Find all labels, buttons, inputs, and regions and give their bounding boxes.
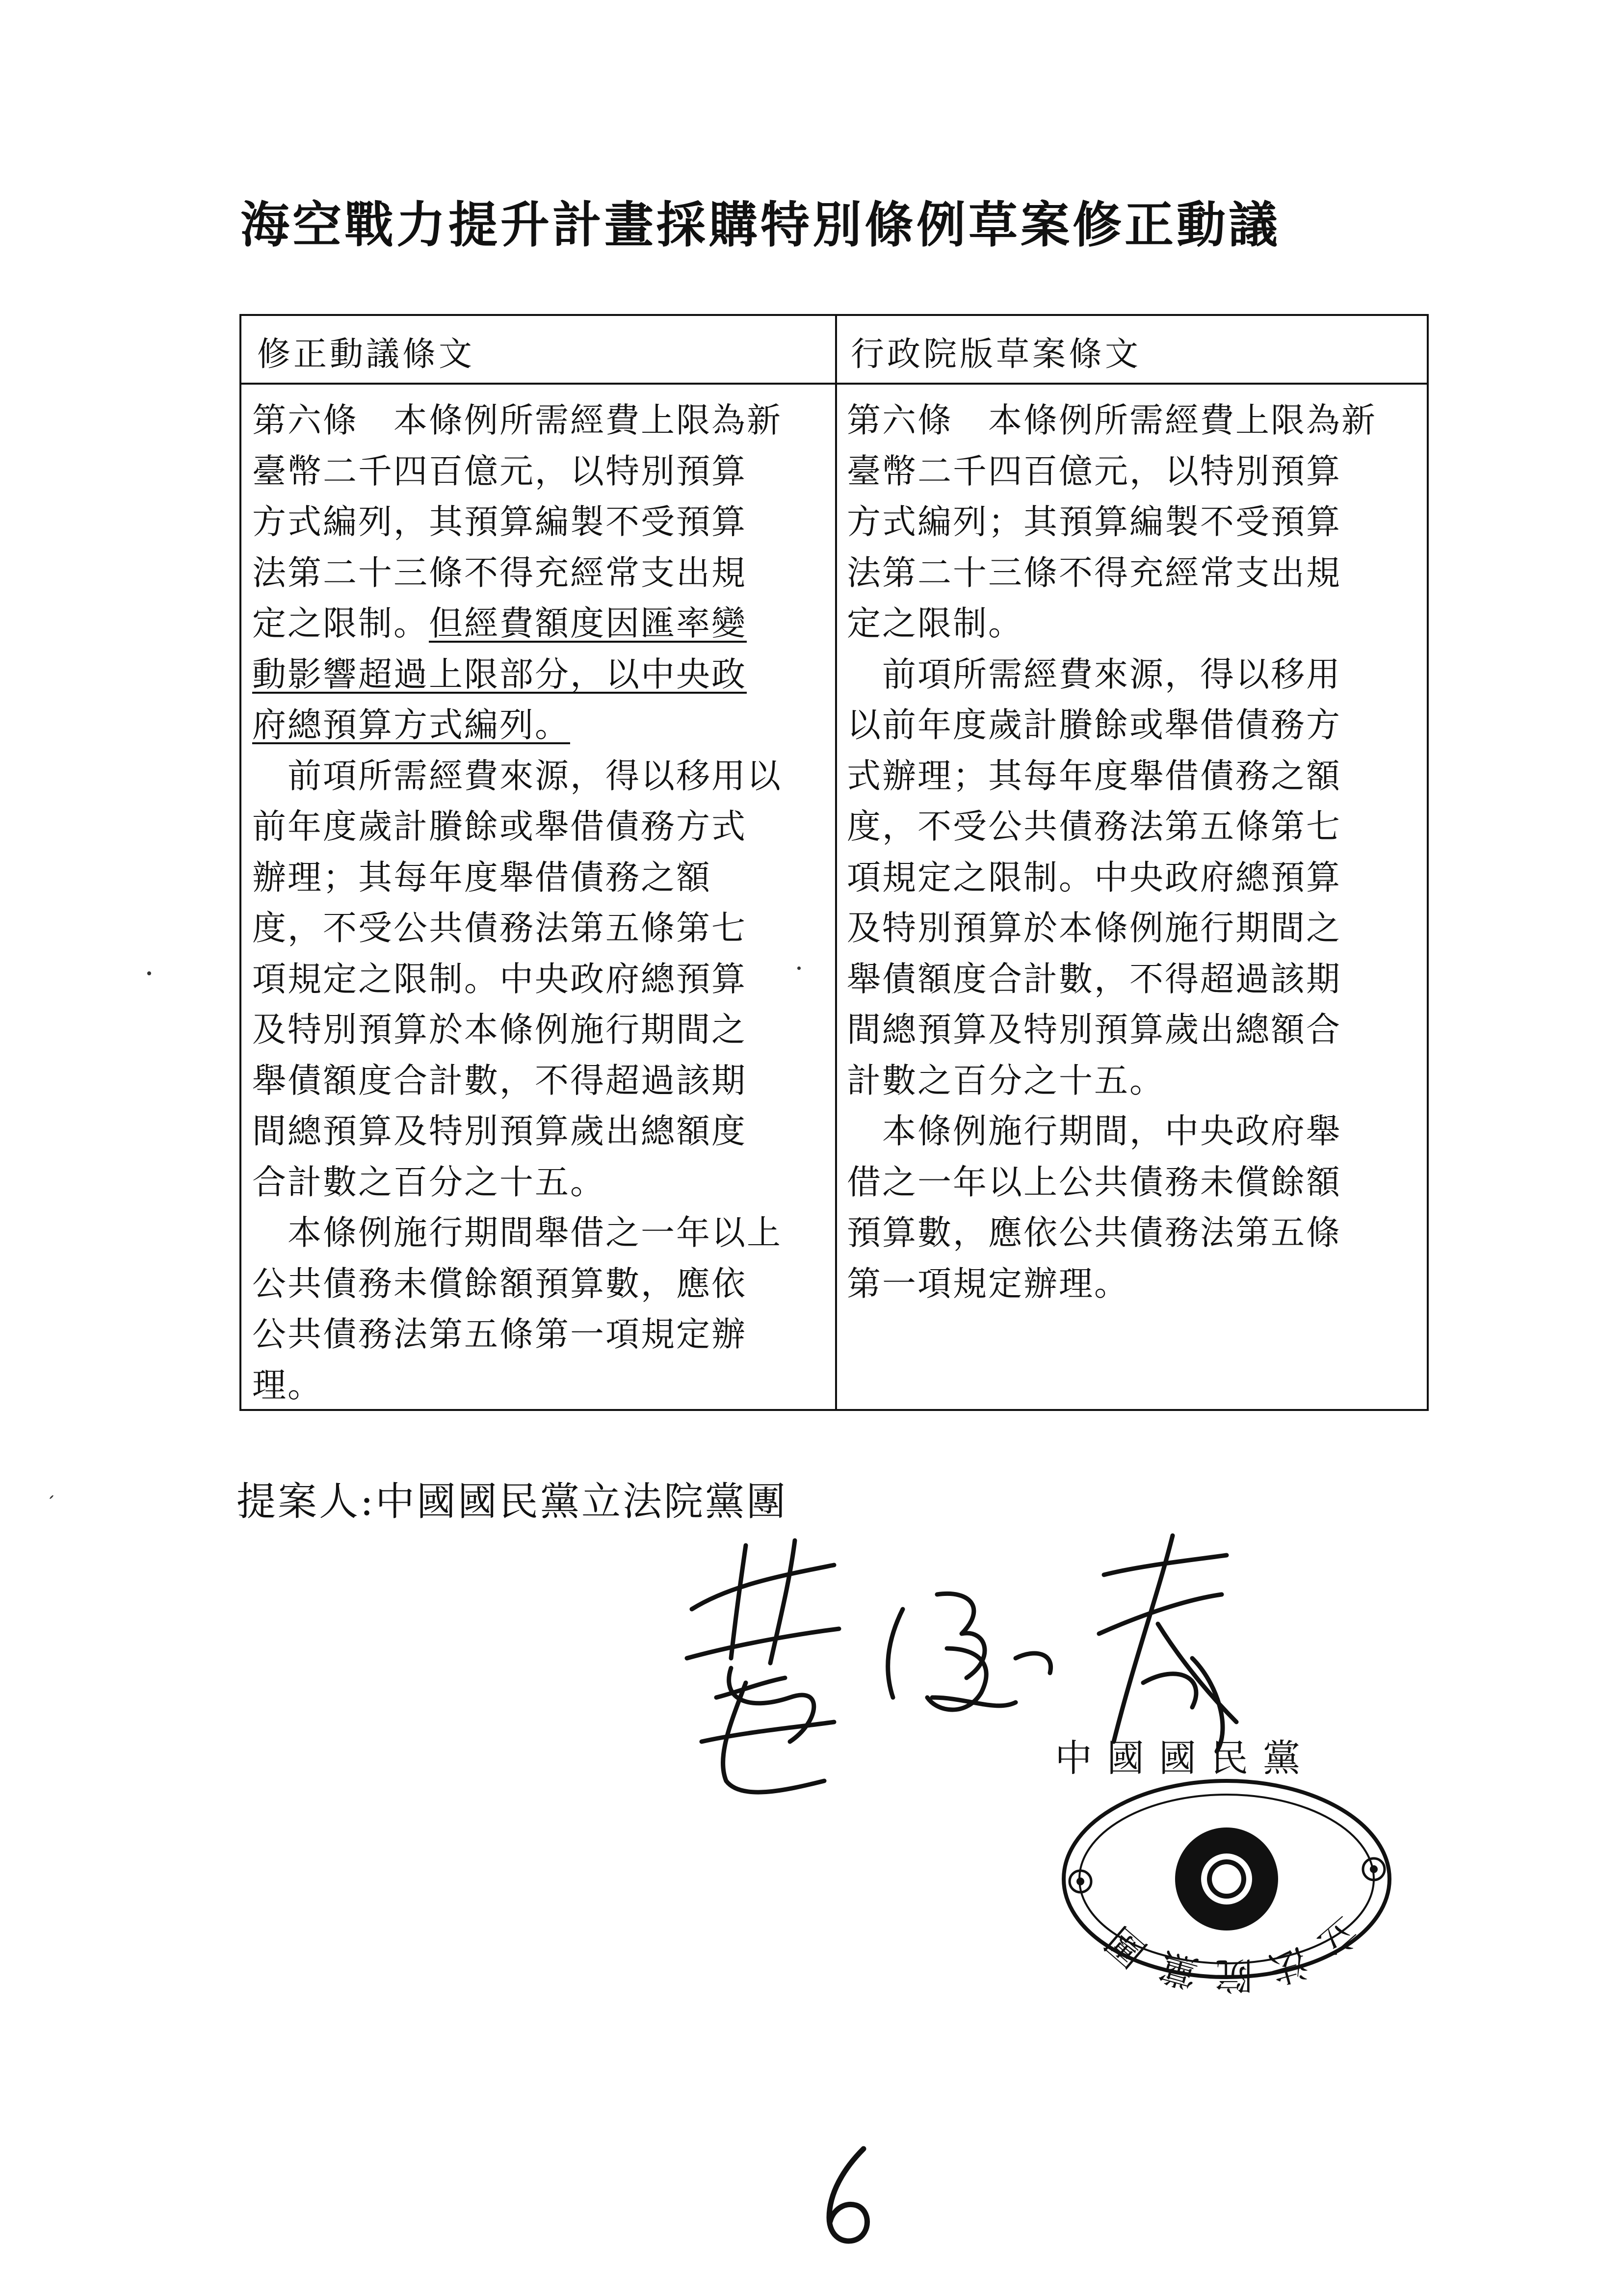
text-line: 及特別預算於本條例施行期間之 — [847, 909, 1341, 948]
text-line: 第六條 本條例所需經費上限為新 — [847, 401, 1377, 440]
text-line — [252, 599, 825, 650]
text-line: 前項所需經費來源，得以移用以 — [252, 756, 782, 796]
text-line: 定之限制。 — [847, 604, 1023, 643]
document-title: 海空戰力提升計畫採購特別條例草案修正動議 — [240, 196, 1281, 254]
text-line: 公共債務法第五條第一項規定辦 — [252, 1315, 747, 1354]
text-line: 借之一年以上公共債務未償餘額 — [847, 1162, 1341, 1202]
text-line: 方式編列；其預算編製不受預算 — [847, 502, 1341, 542]
text-line: 辦理；其每年度舉借債務之額 — [252, 858, 711, 897]
text-segment: 定之限制。 — [252, 604, 429, 643]
text-line: 式辦理；其每年度舉借債務之額 — [847, 756, 1341, 796]
text-line: 本條例施行期間，中央政府舉 — [847, 1112, 1341, 1151]
text-line: 臺幣二千四百億元，以特別預算 — [252, 451, 747, 491]
text-line: 第一項規定辦理。 — [847, 1264, 1129, 1304]
underlined-amendment-text: 但經費額度因匯率變 — [429, 604, 747, 643]
table-column-divider — [835, 316, 837, 1409]
text-line: 間總預算及特別預算歲出總額度 — [252, 1112, 747, 1151]
text-line: 舉債額度合計數，不得超過該期 — [847, 959, 1341, 999]
text-line: 法第二十三條不得充經常支出規 — [847, 553, 1341, 593]
scan-speck — [797, 966, 801, 970]
scan-speck — [49, 1495, 53, 1499]
seal-top-text: 中國國民黨 — [1055, 1736, 1315, 1780]
text-line: 度，不受公共債務法第五條第七 — [252, 909, 747, 948]
scan-speck — [147, 971, 151, 975]
text-line: 理。 — [252, 1365, 323, 1405]
text-line — [252, 700, 825, 751]
text-line: 法第二十三條不得充經常支出規 — [252, 553, 747, 593]
text-line — [252, 650, 825, 701]
proposer-line: 提案人:中國國民黨立法院黨團 — [236, 1479, 787, 1524]
executive-text-column — [847, 395, 1420, 1309]
text-line: 方式編列，其預算編製不受預算 — [252, 502, 747, 542]
page-number — [810, 2144, 888, 2252]
text-line: 第六條 本條例所需經費上限為新 — [252, 401, 782, 440]
underlined-amendment-text: 府總預算方式編列。 — [252, 705, 570, 745]
sun-emblem — [1175, 1827, 1278, 1931]
text-line: 度，不受公共債務法第五條第七 — [847, 807, 1341, 846]
amendment-text-column — [252, 395, 825, 1411]
underlined-amendment-text: 動影響超過上限部分，以中央政 — [252, 654, 747, 694]
text-line: 項規定之限制。中央政府總預算 — [847, 858, 1341, 897]
seal-bottom-text-path: 立法院黨團 — [1086, 1908, 1367, 1997]
comparison-table — [239, 314, 1429, 1411]
text-line: 臺幣二千四百億元，以特別預算 — [847, 451, 1341, 491]
header-amendment: 修正動議條文 — [257, 335, 475, 374]
text-line: 以前年度歲計賸餘或舉借債務方 — [847, 705, 1341, 745]
party-seal — [1055, 1736, 1398, 1997]
text-line: 前年度歲計賸餘或舉借債務方式 — [252, 807, 747, 846]
text-line: 本條例施行期間舉借之一年以上 — [252, 1213, 782, 1252]
text-line: 公共債務未償餘額預算數，應依 — [252, 1264, 747, 1304]
text-line: 項規定之限制。中央政府總預算 — [252, 959, 747, 999]
text-line: 及特別預算於本條例施行期間之 — [252, 1010, 747, 1049]
text-line: 預算數，應依公共債務法第五條 — [847, 1213, 1341, 1252]
table-header-divider — [241, 383, 1427, 385]
text-line: 間總預算及特別預算歲出總額合 — [847, 1010, 1341, 1049]
text-line: 前項所需經費來源，得以移用 — [847, 654, 1341, 694]
text-line: 舉債額度合計數，不得超過該期 — [252, 1061, 747, 1100]
text-line: 計數之百分之十五。 — [847, 1061, 1165, 1100]
text-line: 合計數之百分之十五。 — [252, 1162, 605, 1202]
header-executive: 行政院版草案條文 — [851, 335, 1142, 374]
